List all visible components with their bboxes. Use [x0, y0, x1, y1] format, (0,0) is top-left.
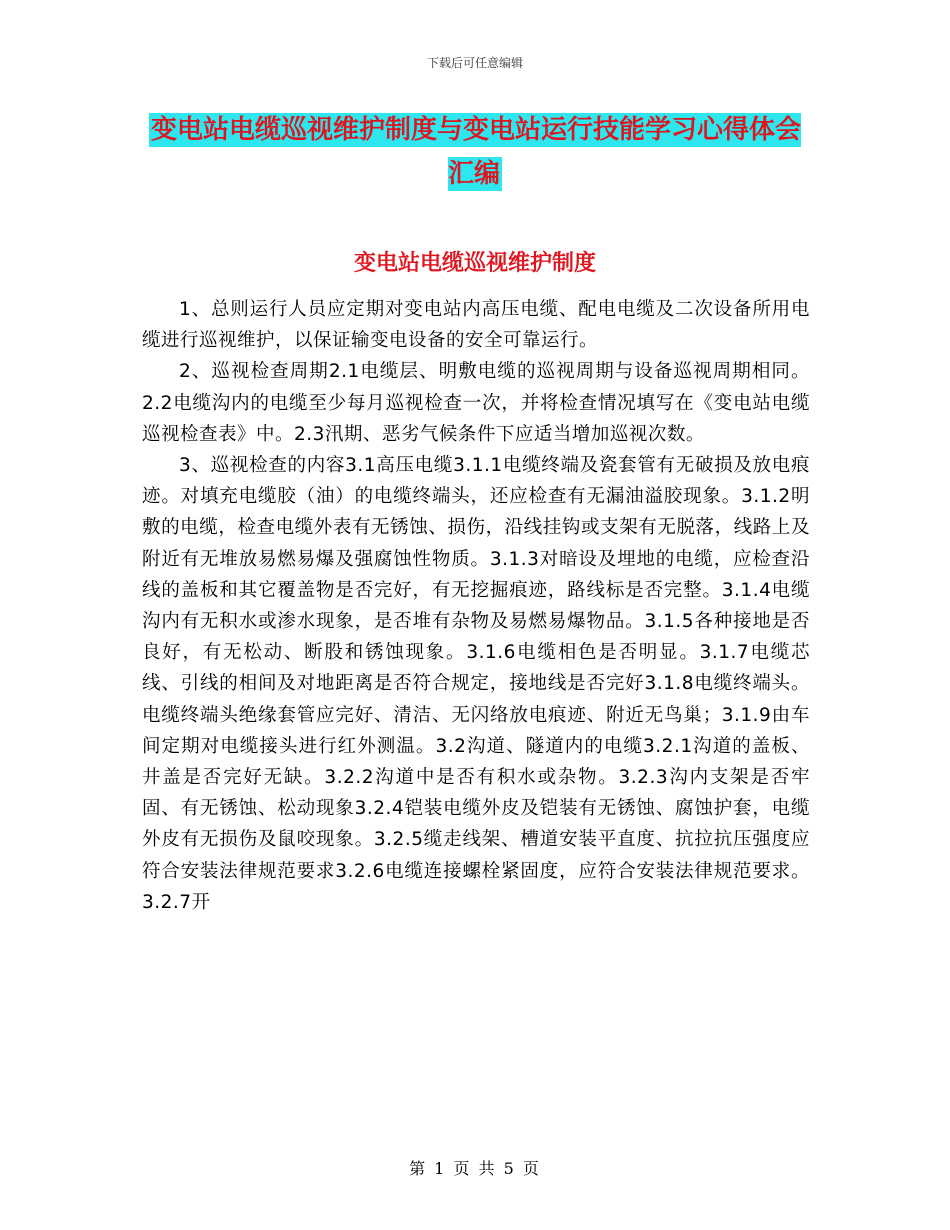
page-footer: 第 1 页 共 5 页 [409, 1159, 541, 1178]
document-title [140, 108, 810, 196]
paragraph-inspection-content: 3、巡视检查的内容3.1高压电缆3.1.1电缆终端及瓷套管有无破损及放电痕迹。对填充电缆胶（油）的电缆终端头，还应检查有无漏油溢胶现象。3.1.2明敷的电缆，检查电缆外表有无锈蚀、损伤，沿线挂钩或支架有无脱落，线路上及附近有无堆放易燃易爆及强腐蚀性物质。3.1.3对暗设及埋地的电缆，应检查沿线的盖板和其它覆盖物是否完好，有无挖掘痕迹，路线标是否完整。3.1.4电缆沟内有无积水或渗水现象，是否堆有杂物及易燃易爆物品。3.1.5各种接地是否良好，有无松动、断股和锈蚀现象。3.1.6电缆相色是否明显。3.1.7电缆芯线、引线的相间及对地距离是否符合规定，接地线是否完好3.1.8电缆终端头。电缆终端头绝缘套管应完好、清洁、无闪络放电痕迹、附近无鸟巢；3.1.9由车间定期对电缆接头进行红外测温。3.2沟道、隧道内的电缆3.2.1沟道的盖板、井盖是否完好无缺。3.2.2沟道中是否有积水或杂物。3.2.3沟内支架是否牢固、有无锈蚀、松动现象3.2.4铠装电缆外皮及铠装有无锈蚀、腐蚀护套，电缆外皮有无损伤及鼠咬现象。3.2.5缆走线架、槽道安装平直度、抗拉抗压强度应符合安装法律规范要求3.2.6电缆连接螺栓紧固度，应符合安装法律规范要求。3.2.7开 [142, 455, 810, 913]
paragraph-general: 1、总则运行人员应定期对变电站内高压电缆、配电电缆及二次设备所用电缆进行巡视维护，以保证输变电设备的安全可靠运行。 [142, 299, 810, 352]
document-body [142, 294, 810, 918]
header-note: 下载后可任意编辑 [426, 56, 523, 70]
paragraph-inspection-cycle: 2、巡视检查周期2.1电缆层、明敷电缆的巡视周期与设备巡视周期相同。2.2电缆沟内的电缆至少每月巡视检查一次，并将检查情况填写在《变电站电缆巡视检查表》中。2.3汛期、恶劣气候条件下应适当增加巡视次数。 [142, 361, 810, 445]
section-title: 变电站电缆巡视维护制度 [353, 251, 596, 276]
document-title-text: 变电站电缆巡视维护制度与变电站运行技能学习心得体会汇编 [150, 115, 801, 189]
